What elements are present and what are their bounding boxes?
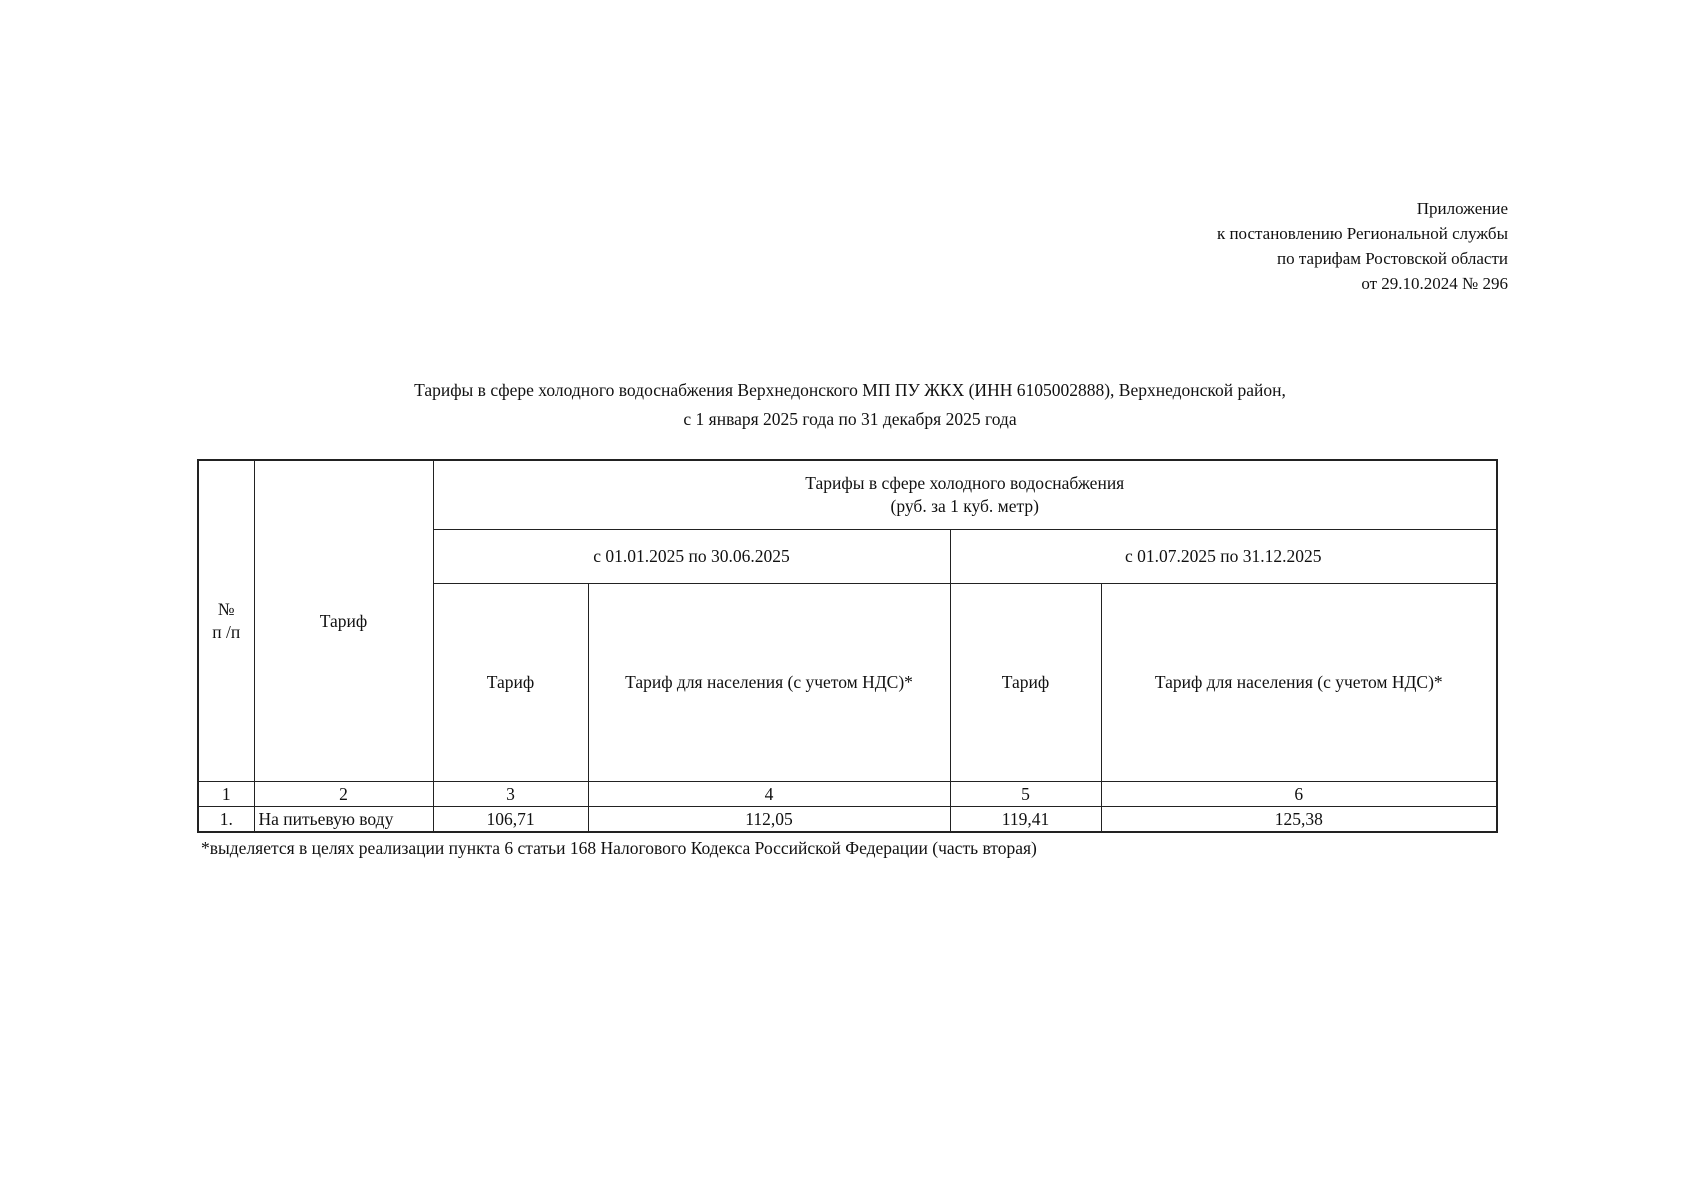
column-number: 1 <box>198 782 254 807</box>
tariff-name-header-cell: Тариф <box>254 460 433 782</box>
row-tariff-h2: 119,41 <box>950 807 1101 833</box>
row-population-h1: 112,05 <box>588 807 950 833</box>
group-header-title: Тарифы в сфере холодного водоснабжения <box>805 473 1125 493</box>
column-number: 4 <box>588 782 950 807</box>
row-tariff-name: На питьевую воду <box>254 807 433 833</box>
row-tariff-h1: 106,71 <box>433 807 588 833</box>
row-population-h2: 125,38 <box>1101 807 1497 833</box>
num-header-symbol: № <box>217 599 235 619</box>
appendix-line-2: к постановлению Региональной службы <box>1216 224 1508 243</box>
footnote: *выделяется в целях реализации пункта 6 статьи 168 Налогового Кодекса Российской Федерации (часть вторая) <box>201 838 1037 858</box>
col-5-header: Тариф <box>950 584 1101 782</box>
document-title <box>150 376 1550 434</box>
appendix-block <box>1217 196 1508 296</box>
appendix-line-4: от 29.10.2024 № 296 <box>1361 274 1508 293</box>
column-number: 6 <box>1101 782 1497 807</box>
appendix-line-1: Приложение <box>1416 199 1508 218</box>
document-title-line-2: с 1 января 2025 года по 31 декабря 2025 года <box>683 409 1017 429</box>
document-title-line-1: Тарифы в сфере холодного водоснабжения Верхнедонского МП ПУ ЖКХ (ИНН 6105002888), Верхнедонской район, <box>414 380 1286 400</box>
period-1-header: с 01.01.2025 по 30.06.2025 <box>433 530 950 584</box>
column-number-row <box>198 782 1497 807</box>
col-4-header: Тариф для населения (с учетом НДС)* <box>588 584 950 782</box>
row-number: 1. <box>198 807 254 833</box>
col-3-header: Тариф <box>433 584 588 782</box>
group-header-cell <box>433 460 1497 530</box>
table-row <box>198 807 1497 833</box>
column-number: 2 <box>254 782 433 807</box>
num-header-label: п /п <box>212 622 241 642</box>
tariff-table <box>197 459 1498 833</box>
num-header-cell <box>198 460 254 782</box>
col-6-header: Тариф для населения (с учетом НДС)* <box>1101 584 1497 782</box>
column-number: 5 <box>950 782 1101 807</box>
group-header-unit: (руб. за 1 куб. метр) <box>890 496 1039 516</box>
column-number: 3 <box>433 782 588 807</box>
period-2-header: с 01.07.2025 по 31.12.2025 <box>950 530 1497 584</box>
table-header-row <box>198 460 1497 530</box>
appendix-line-3: по тарифам Ростовской области <box>1277 249 1508 268</box>
